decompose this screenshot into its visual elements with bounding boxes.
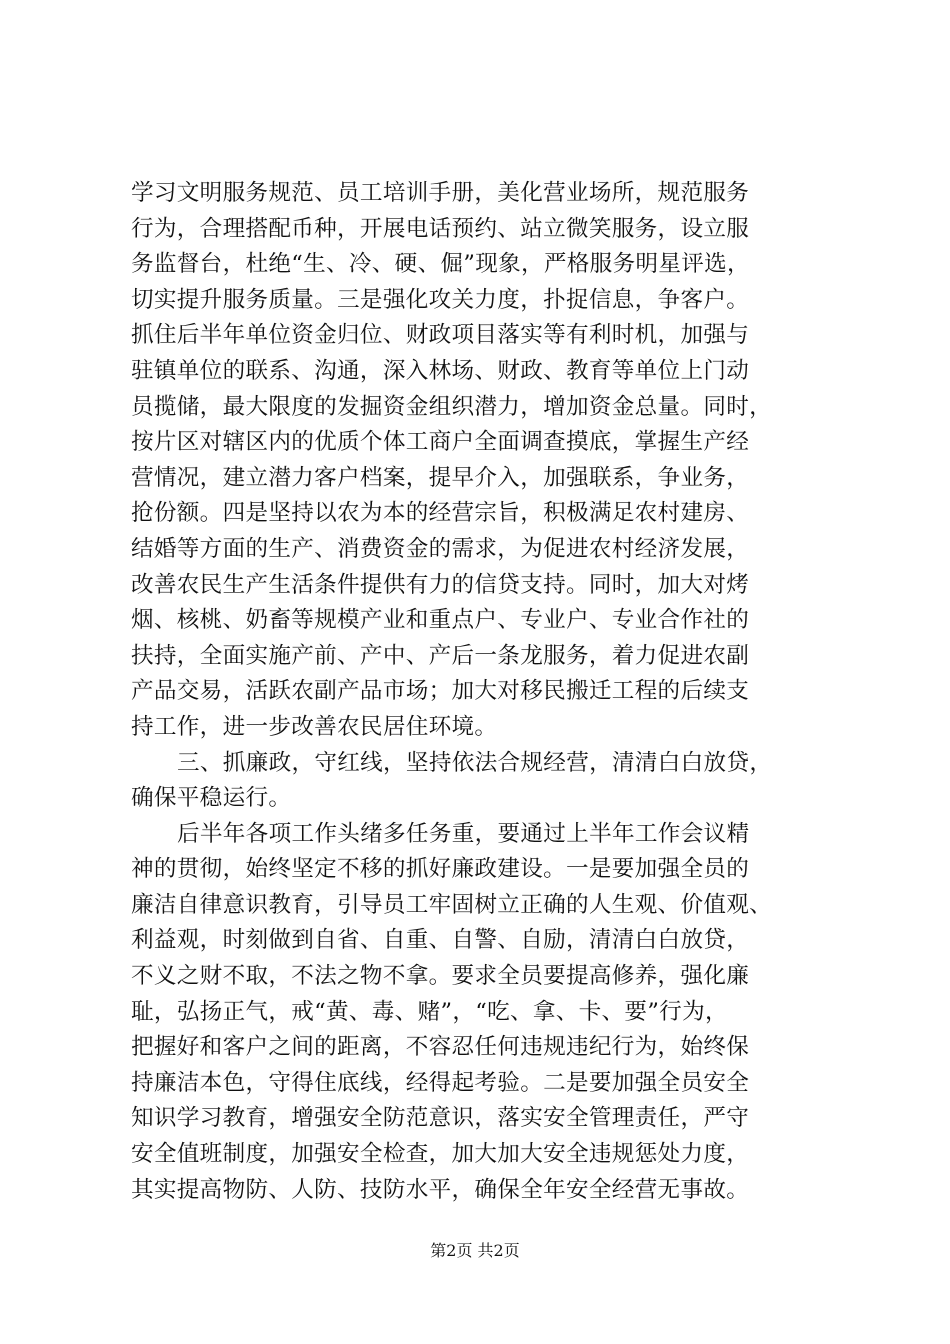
text-line: 按片区对辖区内的优质个体工商户全面调查摸底，掌握生产经	[131, 429, 750, 456]
text-line: 利益观，时刻做到自省、自重、自警、自励，清清白白放贷，	[131, 927, 750, 954]
section-heading-continued: 确保平稳运行。	[131, 785, 292, 812]
text-line: 营情况，建立潜力客户档案，提早介入，加强联系，争业务，	[131, 464, 750, 491]
text-line: 不义之财不取，不法之物不拿。要求全员要提高修养，强化廉	[131, 963, 750, 990]
text-line: 把握好和客户之间的距离，不容忍任何违规违纪行为，始终保	[131, 1034, 750, 1061]
text-line: 抓住后半年单位资金归位、财政项目落实等有利时机，加强与	[131, 322, 750, 349]
text-line: 行为，合理搭配币种，开展电话预约、站立微笑服务，设立服	[131, 215, 750, 242]
text-line: 安全值班制度，加强安全检查，加大加大安全违规惩处力度，	[131, 1141, 750, 1168]
text-line: 务监督台，杜绝“生、冷、硬、倔”现象，严格服务明星评选，	[131, 251, 750, 278]
document-body	[131, 176, 831, 1208]
section-heading: 三、抓廉政，守红线，坚持依法合规经营，清清白白放贷，	[177, 749, 773, 776]
text-line: 扶持，全面实施产前、产中、产后一条龙服务，着力促进农副	[131, 642, 750, 669]
text-line: 改善农民生产生活条件提供有力的信贷支持。同时，加大对烤	[131, 571, 750, 598]
text-line: 知识学习教育，增强安全防范意识，落实安全管理责任，严守	[131, 1105, 750, 1132]
text-line: 切实提升服务质量。三是强化攻关力度，扑捉信息，争客户。	[131, 286, 750, 313]
text-line: 其实提高物防、人防、技防水平，确保全年安全经营无事故。	[131, 1176, 750, 1203]
text-line: 驻镇单位的联系、沟通，深入林场、财政、教育等单位上门动	[131, 357, 750, 384]
page-number-label: 第2页 共2页	[430, 1241, 520, 1260]
text-line: 员揽储，最大限度的发掘资金组织潜力，增加资金总量。同时，	[131, 393, 773, 420]
text-line: 产品交易，活跃农副产品市场；加大对移民搬迁工程的后续支	[131, 678, 750, 705]
text-line: 烟、核桃、奶畜等规模产业和重点户、专业户、专业合作社的	[131, 607, 750, 634]
text-line: 后半年各项工作头绪多任务重，要通过上半年工作会议精	[177, 820, 750, 847]
text-line: 持工作，进一步改善农民居住环境。	[131, 713, 498, 740]
text-line: 结婚等方面的生产、消费资金的需求，为促进农村经济发展，	[131, 535, 750, 562]
text-line: 抢份额。四是坚持以农为本的经营宗旨，积极满足农村建房、	[131, 500, 750, 527]
text-line: 持廉洁本色，守得住底线，经得起考验。二是要加强全员安全	[131, 1069, 750, 1096]
text-line: 学习文明服务规范、员工培训手册，美化营业场所，规范服务	[131, 180, 750, 206]
text-line: 廉洁自律意识教育，引导员工牢固树立正确的人生观、价值观、	[131, 891, 773, 918]
text-line: 神的贯彻，始终坚定不移的抓好廉政建设。一是要加强全员的	[131, 856, 750, 883]
text-line: 耻，弘扬正气，戒“黄、毒、赌”，“吃、拿、卡、要”行为，	[131, 998, 728, 1025]
page-footer	[0, 1241, 950, 1261]
